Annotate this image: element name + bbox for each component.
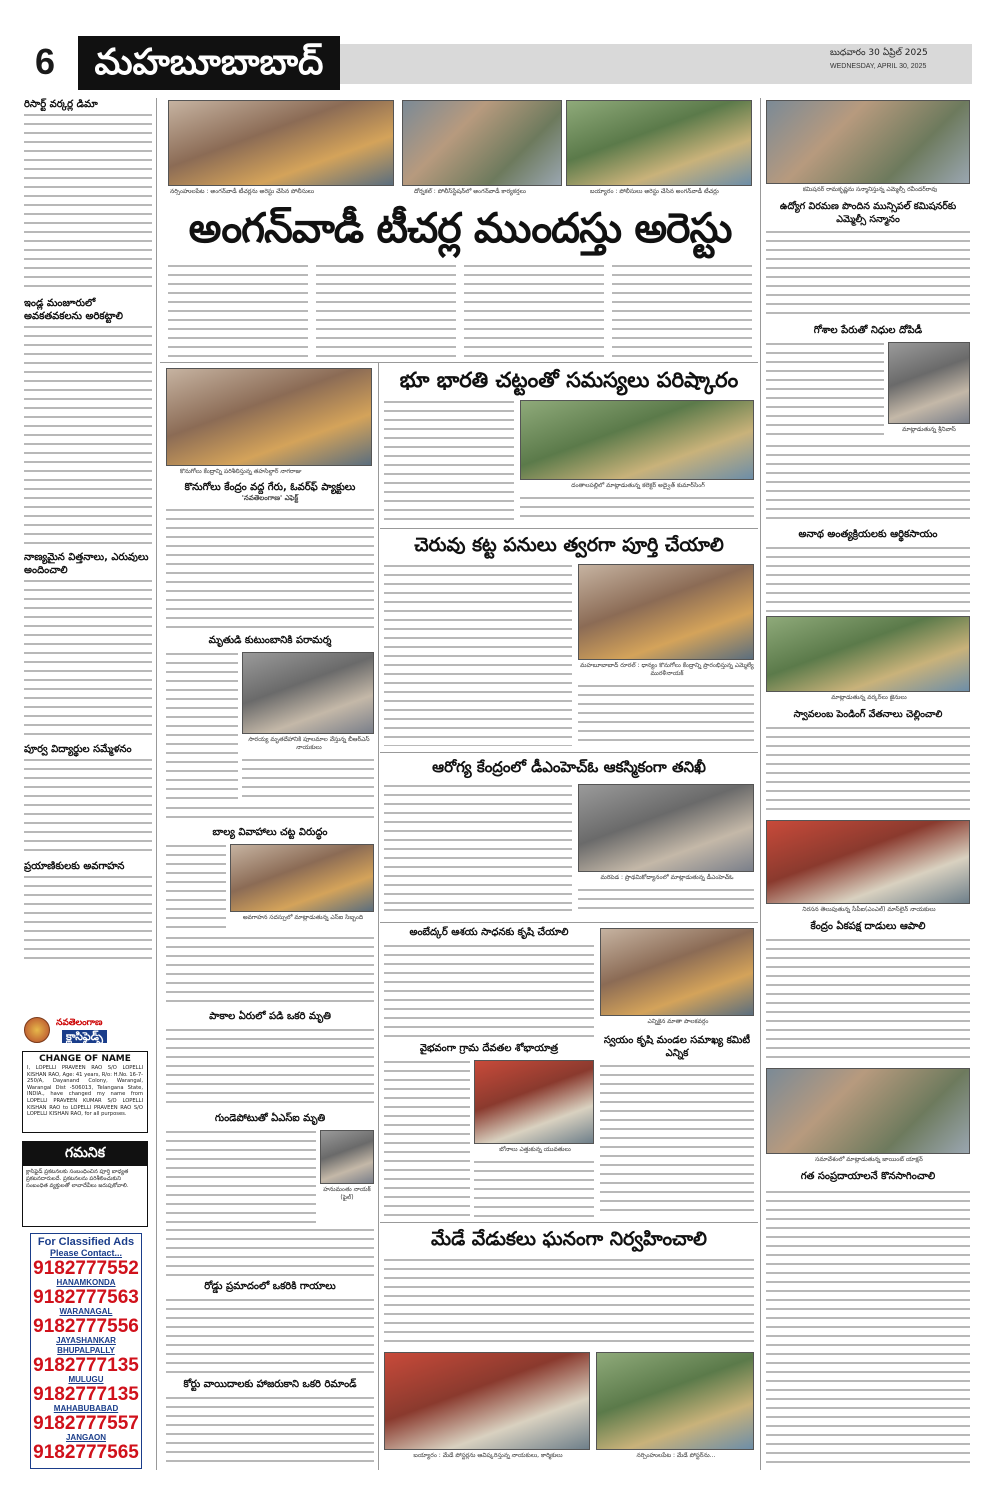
medey-headline: మేడే వేడుకలు ఘనంగా నిర్వహించాలి <box>431 1228 707 1250</box>
article-body <box>520 494 754 522</box>
lead-photo-1-caption: నర్సింహులపేట : అంగన్‌వాడీ టీచర్లను అరెస్టు చేసిన పోలీసులు <box>170 188 315 195</box>
contact-city: JANGAON <box>65 1433 106 1442</box>
korti-headline: కోర్టు వాయిదాలకు హాజరుకాని ఒకరి రిమాండ్ <box>183 1379 357 1390</box>
article-body <box>24 873 152 963</box>
bhu-bharathi-caption: దంతాలపల్లిలో మాట్లాడుతున్న కలెక్టర్ అద్వైత్ కుమార్‌సింగ్ <box>571 482 705 489</box>
article-body <box>578 682 754 746</box>
cheruvu-photo <box>578 564 754 660</box>
section-rule <box>160 362 758 363</box>
lead-story-body <box>168 262 752 358</box>
konugolu-tag: 'నవతెలంగాణ' ఎఫెక్ట్ <box>241 494 299 502</box>
contact-city: MAHABUBABAD <box>53 1404 119 1413</box>
medey-photo-2 <box>596 1352 754 1450</box>
contact-city: MULUGU <box>68 1375 104 1384</box>
classifieds-label: క్లాసిఫైడ్స్ <box>62 1030 107 1043</box>
contact-number: 9182777552 <box>33 1258 139 1279</box>
ads-subtitle: Please Contact... <box>49 1248 123 1258</box>
date-english: WEDNESDAY, APRIL 30, 2025 <box>830 63 927 70</box>
masthead <box>22 34 972 92</box>
roddu-headline: రోడ్డు ప్రమాదంలో ఒకరికి గాయాలు <box>204 1281 336 1292</box>
konugolu-caption: కొనుగోలు కేంద్రాన్ని పరిశీలిస్తున్న తహసిల్దార్ నాగరాజు <box>180 468 302 475</box>
ambedkar-photo <box>600 928 754 1016</box>
medey-caption-1: బయ్యారం : మేడే పోస్టర్లను ఆవిష్కరిస్తున్న నాయకులు, కార్మికులు <box>413 1452 563 1459</box>
swayam-caption: నిరసన తెలుపుతున్న సీపీఐ(ఎంఎల్) మాస్‌లైన్ నాయకులు <box>802 906 936 913</box>
article-body <box>166 1296 374 1374</box>
article-body <box>600 1062 754 1218</box>
navatelangana-logo <box>24 1017 50 1043</box>
goshala-photo <box>888 342 970 424</box>
lead-headline: అంగన్‌వాడీ టీచర్ల ముందస్తు అరెస్టు <box>188 204 732 252</box>
vaibhava-headline: వైభవంగా గ్రామ దేవతల శోభాయాత్ర <box>419 1043 559 1054</box>
article-body <box>384 1256 754 1348</box>
article-body <box>166 804 374 822</box>
article-body <box>474 1158 594 1218</box>
anatha-caption: మాట్లాడుతున్న వర్కర్‌లు జైనులు <box>831 694 907 701</box>
page-number: 6 <box>34 41 56 82</box>
article-body <box>766 228 970 320</box>
cheruvu-headline: చెరువు కట్ట పనులు త్వరగా పూర్తి చేయాలి <box>414 534 724 556</box>
article-body <box>766 442 970 524</box>
goshala-headline: గోశాల పేరుతో నిధుల దోపిడీ <box>813 325 923 336</box>
edition-title: మహబూబాబాద్ <box>78 36 340 90</box>
lead-photo-2 <box>402 100 562 186</box>
pakala-headline: పాకాల ఏరులో పడి ఒకరి మృతి <box>209 1011 331 1022</box>
mruthudi-caption: సారయ్య మృతదేహానికి పూలమాల వేస్తున్న బీఆర్ఎస్ నాయకులు <box>248 736 370 751</box>
bhu-bharathi-photo <box>520 400 754 480</box>
lead-photo-2-caption: దోర్నకల్ : పోలీస్‌స్టేషన్‌లో అంగన్‌వాడీ కార్యకర్తలు <box>414 188 526 195</box>
medey-photo-1 <box>384 1352 590 1450</box>
gata-headline: గత సంప్రదాయాలనే కొనసాగించాలి <box>800 1171 936 1182</box>
contact-number: 9182777135 <box>33 1384 139 1405</box>
classifieds-section <box>22 1017 148 1469</box>
lead-photo-1 <box>168 100 394 186</box>
mruthudi-photo <box>242 652 374 734</box>
section-rule <box>380 752 758 753</box>
article-body <box>24 111 152 291</box>
headline-houses: ఇండ్ల మంజూరులో అవకతవకలను అరికట్టాలి <box>24 298 123 322</box>
change-of-name-title: CHANGE OF NAME <box>39 1054 131 1064</box>
article-body <box>384 562 572 746</box>
balya-caption: అవగాహన సదస్సులో మాట్లాడుతున్న ఎస్ఐ సిబ్బంది <box>242 914 364 921</box>
article-body <box>766 544 970 612</box>
contact-number: 9182777565 <box>33 1442 139 1463</box>
udyoga-headline: ఉద్యోగ విరమణ పొందిన మున్సిపల్ కమిషనర్‌కు ఎమ్మెల్సీ సన్మానం <box>779 201 957 225</box>
article-body <box>766 936 970 1064</box>
notice-text: క్లాసిఫైడ్ ప్రకటనలకు సంబంధించిన పూర్తి బాధ్యత ప్రకటనదారులదే. ప్రకటనలను పరిశీలించుకుని సంబంధిత వ్యక్తులతో లావాదేవీలు జరుపుకోవాలి. <box>22 1165 148 1227</box>
ambedkar-headline: అంబేద్కర్ ఆశయ సాధనకు కృషి చేయాలి <box>409 927 569 938</box>
article-body <box>384 1058 470 1218</box>
article-body <box>766 1188 970 1468</box>
change-of-name-ad <box>22 1051 148 1133</box>
arogya-caption: మరిపెడ : ప్రాథమికోద్యానంలో మాట్లాడుతున్న డీఎంహెచ్‌ఓ <box>600 874 734 881</box>
contact-number: 9182777563 <box>33 1287 139 1308</box>
masthead-band <box>340 44 972 84</box>
gundepotu-caption: హనుమంతు నాయక్ (ఫైల్) <box>323 1186 371 1201</box>
notice-heading: గమనిక <box>22 1141 148 1165</box>
contact-number: 9182777557 <box>33 1413 139 1434</box>
article-body <box>24 756 152 854</box>
article-body <box>384 398 514 522</box>
contact-number: 9182777135 <box>33 1355 139 1376</box>
contact-city: WARANAGAL <box>59 1307 113 1316</box>
section-rule <box>380 528 758 529</box>
headline-resort: రిసార్ట్ వర్కర్ల డిమా <box>24 99 98 110</box>
swayam-pending-headline: స్వావలంబ పెండింగ్ వేతనాలు చెల్లించాలి <box>793 709 943 720</box>
right-photo-1-caption: కమిషనర్ రామకృష్ణను సన్మానిస్తున్న ఎమ్మెల్సీ రవీందర్‌రావు <box>802 186 938 193</box>
article-body <box>242 756 374 802</box>
article-body <box>24 323 152 545</box>
balya-headline: బాల్య వివాహాలు చట్ట విరుద్ధం <box>212 827 328 838</box>
konugolu-photo <box>166 368 372 466</box>
article-body <box>166 1026 374 1108</box>
contact-number: 9182777556 <box>33 1316 139 1337</box>
article-body <box>166 506 374 630</box>
vaibhava-photo <box>474 1060 594 1144</box>
arogya-photo <box>578 784 754 872</box>
article-body <box>578 886 754 916</box>
column-rule <box>760 98 761 1470</box>
goshala-caption: మాట్లాడుతున్న శ్రీనివాస్ <box>902 426 956 433</box>
mruthudi-headline: మృతుడి కుటుంబానికి పరామర్శ <box>208 635 332 646</box>
article-body <box>166 842 226 932</box>
anatha-headline: అనాథ అంత్యక్రియలకు ఆర్థికసాయం <box>798 529 938 540</box>
gundepotu-photo <box>320 1130 374 1184</box>
vaibhava-caption: బోనాలు ఎత్తుకున్న యువతులు <box>499 1146 571 1153</box>
gundepotu-headline: గుండెపోటుతో ఏఎస్ఐ మృతి <box>214 1113 326 1124</box>
article-body <box>166 1226 374 1276</box>
left-column <box>24 98 152 1016</box>
balya-photo <box>230 844 374 912</box>
column-rule <box>378 362 379 1470</box>
medey-caption-2: నర్సింహులపేట : మేడే పోస్టర్‌ను... <box>636 1452 716 1459</box>
classifieds-brand: నవతెలంగాణ <box>56 1018 103 1028</box>
konugolu-headline: కొనుగోలు కేంద్రం వద్ద గేరు, ఓవర్‌ఫ్ ప్యాక్టులు <box>184 482 356 493</box>
article-body <box>166 934 374 1006</box>
gata-photo <box>766 1068 970 1154</box>
ads-title: For Classified Ads <box>37 1236 135 1248</box>
right-photo-1 <box>766 100 970 184</box>
swayam-headline: స్వయం కృషి మండల సమాఖ్య కమిటీ ఎన్నిక <box>603 1035 751 1059</box>
change-of-name-text: I, LOPELLI PRAVEEN RAO S/O LOPELLI KISHAN RAO, Age: 41 years, R/o: H.No. 16-7-250/A, Dayanand Colony, Warangal, Warangal Dist -506013, Telangana State, INDIA., have changed my name from LOPELLI PRAVEEN KUMAR S/O LOPELLI KISHAN RAO to LOPELLI PRAVEEN RAO S/O LOPELLI KISHAN RAO, for all purposes. <box>27 1065 143 1118</box>
article-body <box>766 724 970 816</box>
lead-photo-3 <box>566 100 752 186</box>
classified-contacts <box>30 1233 142 1469</box>
kendram-headline: కేంద్రం ఏకపక్ష దాడులు ఆపాలి <box>810 921 926 932</box>
article-body <box>166 650 238 802</box>
article-body <box>24 577 152 737</box>
article-body <box>384 782 572 904</box>
date-telugu: బుధవారం 30 ఏప్రిల్ 2025 <box>830 48 928 58</box>
column-rule <box>156 98 157 1470</box>
headline-passengers: ప్రయాణికులకు అవగాహన <box>24 861 125 872</box>
section-rule <box>380 922 758 923</box>
bhu-bharathi-headline: భూ భారతి చట్టంతో సమస్యలు పరిష్కారం <box>399 368 739 392</box>
section-rule <box>380 1222 758 1223</box>
lead-photo-3-caption: బయ్యారం : పోలీసులు అరెస్టు చేసిన అంగన్‌వాడీ టీచర్లు <box>590 188 719 195</box>
swayam-photo <box>766 820 970 904</box>
ambedkar-caption: ఎన్నికైన మాతా పాలకవర్గం <box>647 1018 709 1025</box>
article-body <box>384 942 594 1038</box>
gata-caption: సమావేశంలో మాట్లాడుతున్న జాయింట్ యాక్షన్ <box>815 1156 923 1163</box>
contact-city: HANAMKONDA <box>56 1278 116 1287</box>
article-body <box>384 906 572 918</box>
headline-seeds: నాణ్యమైన విత్తనాలు, ఎరువులు అందించాలి <box>24 552 149 576</box>
cheruvu-caption: మహబూబాబాద్ రూరల్ : ధాన్యం కొనుగోలు కేంద్రాన్ని ప్రారంభిస్తున్న ఎమ్మెల్యే మురళీనాయక్ <box>580 662 754 677</box>
arogya-headline: ఆరోగ్య కేంద్రంలో డీఎంహెచ్‌ఓ ఆకస్మికంగా తనిఖీ <box>432 758 706 776</box>
article-body <box>166 1394 374 1468</box>
contact-city: JAYASHANKAR BHUPALPALLY <box>56 1336 116 1355</box>
article-body <box>766 340 884 440</box>
article-body <box>166 1128 316 1224</box>
anatha-photo <box>766 616 970 692</box>
headline-alumni: పూర్వ విద్యార్థుల సమ్మేళనం <box>24 744 132 755</box>
